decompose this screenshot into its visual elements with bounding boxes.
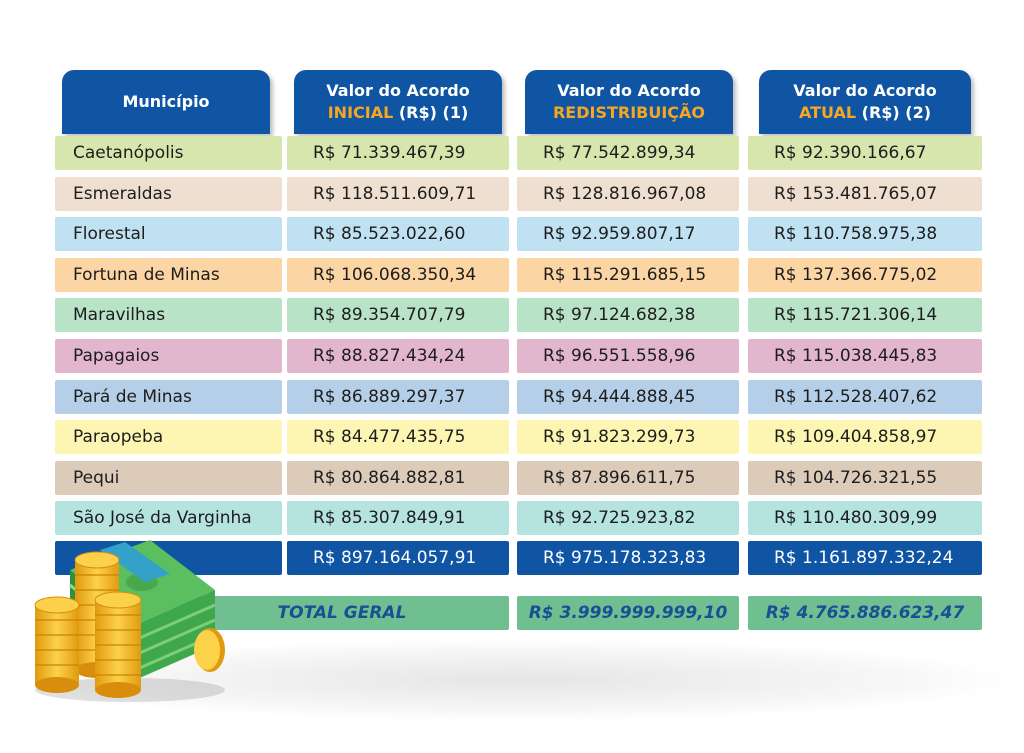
header-inicial-line2 <box>328 102 469 124</box>
valor-atual-cell: R$ 112.528.407,62 <box>748 380 982 414</box>
municipio-cell: Esmeraldas <box>55 177 282 211</box>
header-redistribuicao-line1: Valor do Acordo <box>557 81 701 100</box>
header-redistribuicao-accent: REDISTRIBUIÇÃO <box>552 103 706 122</box>
municipio-cell: Florestal <box>55 217 282 251</box>
header-valor-redistribuicao <box>525 70 733 134</box>
total-redistribuicao: R$ 975.178.323,83 <box>517 541 739 575</box>
total-geral-label: TOTAL GERAL <box>175 596 509 630</box>
header-valor-atual <box>759 70 971 134</box>
valor-inicial-cell: R$ 84.477.435,75 <box>287 420 509 454</box>
valor-redistribuicao-cell: R$ 128.816.967,08 <box>517 177 739 211</box>
municipio-cell: Maravilhas <box>55 298 282 332</box>
header-atual-line2 <box>799 102 931 124</box>
valor-redistribuicao-cell: R$ 96.551.558,96 <box>517 339 739 373</box>
header-atual-line1: Valor do Acordo <box>793 81 937 100</box>
valor-atual-cell: R$ 110.758.975,38 <box>748 217 982 251</box>
header-municipio <box>62 70 270 134</box>
valor-redistribuicao-cell: R$ 115.291.685,15 <box>517 258 739 292</box>
total-inicial: R$ 897.164.057,91 <box>287 541 509 575</box>
valor-atual-cell: R$ 104.726.321,55 <box>748 461 982 495</box>
valor-inicial-cell: R$ 86.889.297,37 <box>287 380 509 414</box>
valor-inicial-cell: R$ 118.511.609,71 <box>287 177 509 211</box>
header-atual-rest: (R$) (2) <box>856 103 932 122</box>
valor-atual-cell: R$ 110.480.309,99 <box>748 501 982 535</box>
header-valor-inicial <box>294 70 502 134</box>
header-inicial-line1: Valor do Acordo <box>326 81 470 100</box>
valor-atual-cell: R$ 115.721.306,14 <box>748 298 982 332</box>
valor-redistribuicao-cell: R$ 91.823.299,73 <box>517 420 739 454</box>
valor-atual-cell: R$ 115.038.445,83 <box>748 339 982 373</box>
valor-inicial-cell: R$ 85.523.022,60 <box>287 217 509 251</box>
municipio-cell: Papagaios <box>55 339 282 373</box>
valor-inicial-cell: R$ 88.827.434,24 <box>287 339 509 373</box>
valor-atual-cell: R$ 137.366.775,02 <box>748 258 982 292</box>
municipio-cell: Fortuna de Minas <box>55 258 282 292</box>
valor-redistribuicao-cell: R$ 77.542.899,34 <box>517 136 739 170</box>
header-atual-accent: ATUAL <box>798 103 857 122</box>
municipio-cell: Paraopeba <box>55 420 282 454</box>
valor-redistribuicao-cell: R$ 94.444.888,45 <box>517 380 739 414</box>
header-municipio-label: Município <box>122 92 210 111</box>
total-atual: R$ 1.161.897.332,24 <box>748 541 982 575</box>
valor-inicial-cell: R$ 106.068.350,34 <box>287 258 509 292</box>
money-stack-icon <box>30 530 240 705</box>
valor-redistribuicao-cell: R$ 97.124.682,38 <box>517 298 739 332</box>
total-geral-redistribuicao: R$ 3.999.999.999,10 <box>517 596 739 630</box>
total-geral-atual: R$ 4.765.886.623,47 <box>748 596 982 630</box>
municipio-cell: Caetanópolis <box>55 136 282 170</box>
header-inicial-rest: (R$) (1) <box>393 103 469 122</box>
municipio-cell: Pará de Minas <box>55 380 282 414</box>
valor-redistribuicao-cell: R$ 92.725.923,82 <box>517 501 739 535</box>
valor-inicial-cell: R$ 89.354.707,79 <box>287 298 509 332</box>
municipio-cell: Pequi <box>55 461 282 495</box>
valor-redistribuicao-cell: R$ 92.959.807,17 <box>517 217 739 251</box>
municipio-cell: São José da Varginha <box>55 501 282 535</box>
valor-atual-cell: R$ 109.404.858,97 <box>748 420 982 454</box>
header-inicial-accent: INICIAL <box>327 103 394 122</box>
valor-inicial-cell: R$ 71.339.467,39 <box>287 136 509 170</box>
valor-redistribuicao-cell: R$ 87.896.611,75 <box>517 461 739 495</box>
valor-inicial-cell: R$ 80.864.882,81 <box>287 461 509 495</box>
valor-atual-cell: R$ 92.390.166,67 <box>748 136 982 170</box>
valor-inicial-cell: R$ 85.307.849,91 <box>287 501 509 535</box>
valor-atual-cell: R$ 153.481.765,07 <box>748 177 982 211</box>
